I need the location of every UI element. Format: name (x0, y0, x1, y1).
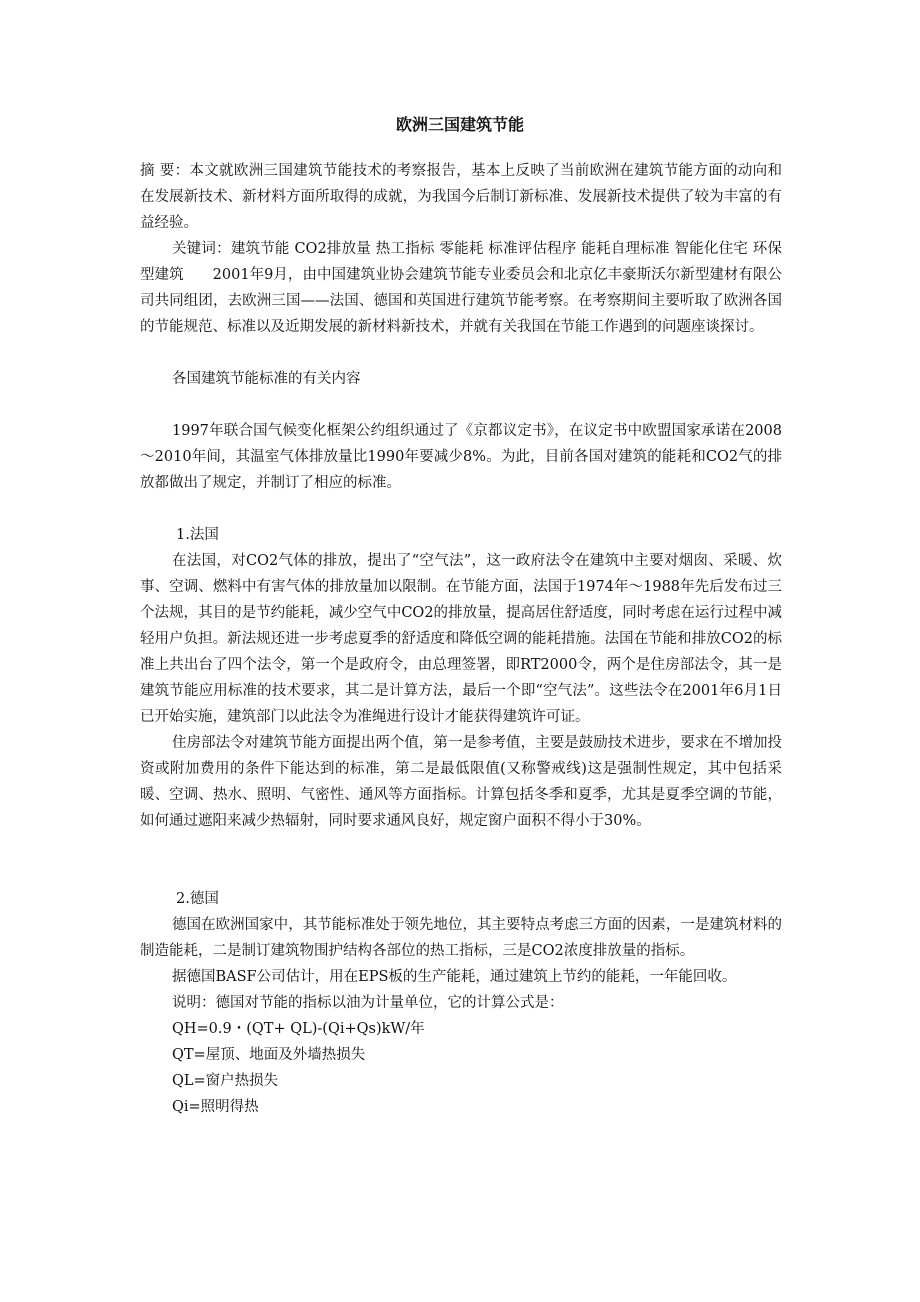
germany-paragraph-1: 德国在欧洲国家中，其节能标准处于领先地位，其主要特点考虑三方面的因素，一是建筑材料的制造能耗，二是制订建筑物围护结构各部位的热工指标，三是CO2浓度排放量的指标。 (140, 917, 782, 959)
definition-qi: Qi=照明得热 (172, 1099, 259, 1115)
spacer (140, 834, 782, 886)
france-heading: 1.法国 (176, 527, 219, 543)
definition-ql: QL=窗户热损失 (172, 1073, 279, 1089)
kyoto-paragraph: 1997年联合国气候变化框架公约组织通过了《京都议定书》，在议定书中欧盟国家承诺在2008～2010年间，其温室气体排放量比1990年要减少8%。为此，目前各国对建筑的能耗和CO2气的排放都做出了规定，并制订了相应的标准。 (140, 423, 782, 491)
germany-paragraph-2: 据德国BASF公司估计，用在EPS板的生产能耗，通过建筑上节约的能耗，一年能回收。 (172, 969, 737, 985)
germany-heading: 2.德国 (176, 891, 219, 907)
energy-formula: QH=0.9・(QT+ QL)-(Qi+Qs)kW/年 (172, 1021, 425, 1037)
document-title: 欧洲三国建筑节能 (395, 115, 524, 134)
definition-qt: QT=屋顶、地面及外墙热损失 (172, 1047, 366, 1063)
spacer (140, 496, 782, 522)
france-paragraph-2: 住房部法令对建筑节能方面提出两个值，第一是参考值，主要是鼓励技术进步，要求在不增加投资或附加费用的条件下能达到的标准，第二是最低限值(又称警戒线)这是强制性规定，其中包括采暖、空调、热水、照明、气密性、通风等方面指标。计算包括冬季和夏季，尤其是夏季空调的节能，如何通过遮阳来减少热辐射，同时要求通风良好，规定窗户面积不得小于30%。 (140, 735, 782, 829)
spacer (140, 340, 782, 366)
germany-paragraph-3: 说明：德国对节能的指标以油为计量单位，它的计算公式是： (172, 995, 564, 1011)
keywords-paragraph: 关键词：建筑节能 CO2排放量 热工指标 零能耗 标准评估程序 能耗自理标准 智能化住宅 环保型建筑 2001年9月，由中国建筑业协会建筑节能专业委员会和北京亿丰豪斯沃尔新型建材有限公司共同组团，去欧洲三国——法国、德国和英国进行建筑节能考察。在考察期间主要听取了欧洲各国的节能规范、标准以及近期发展的新材料新技术，并就有关我国在节能工作遇到的问题座谈探讨。 (140, 241, 782, 335)
spacer (140, 392, 782, 418)
section-heading: 各国建筑节能标准的有关内容 (172, 371, 361, 387)
abstract-paragraph: 摘 要：本文就欧洲三国建筑节能技术的考察报告，基本上反映了当前欧洲在建筑节能方面的动向和在发展新技术、新材料方面所取得的成就，为我国今后制订新标准、发展新技术提供了较为丰富的有益经验。 (140, 163, 782, 231)
france-paragraph-1: 在法国，对CO2气体的排放，提出了“空气法”，这一政府法令在建筑中主要对烟囱、采暖、炊事、空调、燃料中有害气体的排放量加以限制。在节能方面，法国于1974年～1988年先后发布过三个法规，其目的是节约能耗，减少空气中CO2的排放量，提高居住舒适度，同时考虑在运行过程中减轻用户负担。新法规还进一步考虑夏季的舒适度和降低空调的能耗措施。法国在节能和排放CO2的标准上共出台了四个法令，第一个是政府令，由总理签署，即RT2000令，两个是住房部法令，其一是建筑节能应用标准的技术要求，其二是计算方法，最后一个即“空气法”。这些法令在2001年6月1日已开始实施，建筑部门以此法令为准绳进行设计才能获得建筑许可证。 (140, 553, 782, 725)
document-body (140, 158, 782, 1120)
